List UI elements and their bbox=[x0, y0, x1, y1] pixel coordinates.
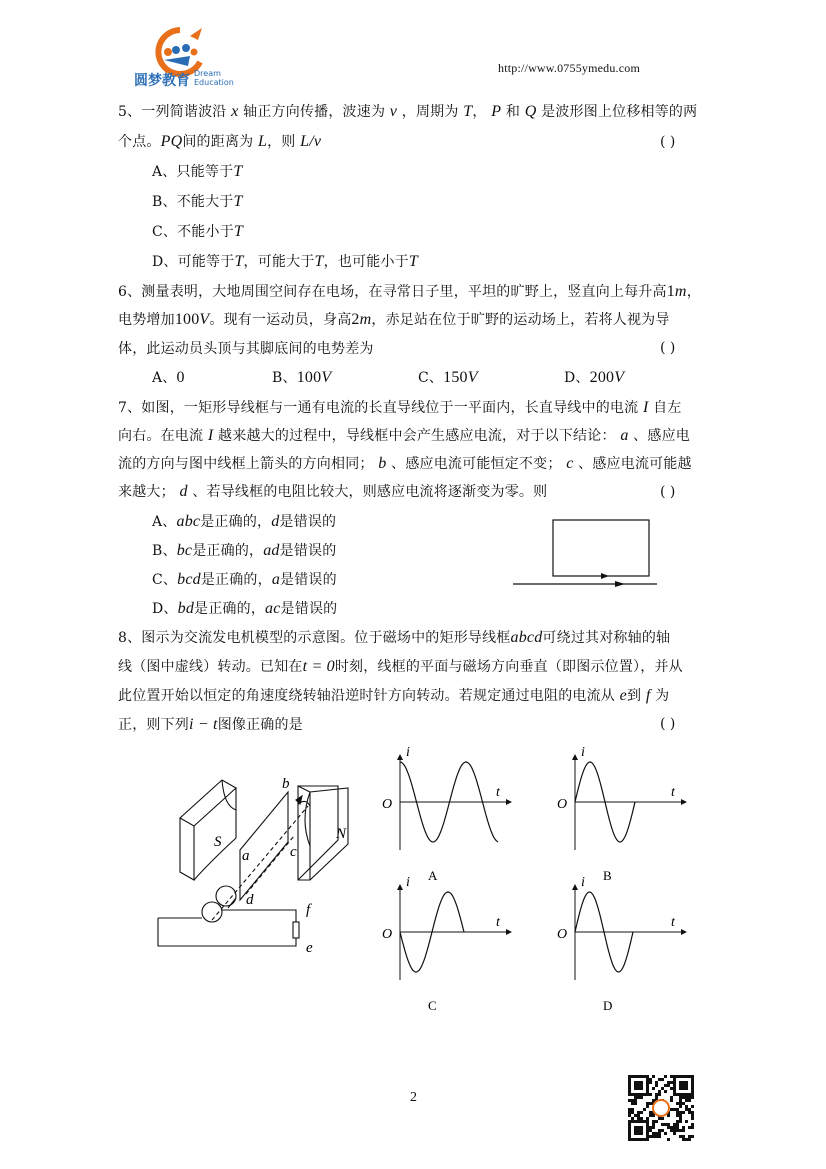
option-unit: V bbox=[614, 369, 625, 386]
q5-var-PQ: PQ bbox=[160, 133, 183, 150]
q6-unit: V bbox=[199, 311, 210, 328]
label-S: S bbox=[214, 834, 222, 850]
t-axis-arrow-icon bbox=[506, 799, 512, 805]
q6-text: 。现有一运动员，身高 bbox=[209, 312, 352, 328]
it-graph-d[interactable] bbox=[545, 875, 705, 1013]
q7-text: 来越大； bbox=[118, 484, 175, 500]
q5-var-Lv: L/v bbox=[300, 133, 322, 150]
axis-label-t: t bbox=[496, 915, 500, 930]
q8-var: t = 0 bbox=[302, 658, 335, 675]
label-b: b bbox=[282, 776, 290, 792]
q7-var: d bbox=[179, 483, 188, 500]
q5-text: 和 bbox=[505, 104, 521, 120]
logo-sub2: Education bbox=[194, 78, 234, 87]
q6-option-b[interactable] bbox=[272, 368, 331, 388]
i-axis-arrow-icon bbox=[397, 754, 403, 760]
q8-var: abcd bbox=[510, 629, 543, 646]
option-var: abc bbox=[176, 513, 201, 530]
q6-line2 bbox=[118, 310, 670, 330]
origin-label: O bbox=[557, 797, 568, 812]
q6-unit: m bbox=[359, 311, 372, 328]
q5-var-Q: Q bbox=[524, 103, 537, 120]
label-f: f bbox=[306, 902, 311, 918]
label-e: e bbox=[306, 940, 313, 956]
q7-text: 自左 bbox=[653, 400, 682, 416]
q8-line3 bbox=[118, 686, 669, 706]
q6-option-c[interactable] bbox=[418, 368, 478, 388]
q7-line2 bbox=[118, 426, 690, 446]
it-graph-b[interactable] bbox=[545, 745, 705, 883]
option-text: A、 bbox=[152, 370, 177, 386]
q5-var-x: x bbox=[231, 103, 239, 120]
option-text: D、可能等于 bbox=[152, 254, 235, 270]
axis-label-t: t bbox=[671, 915, 675, 930]
q7-text: 越来越大的过程中，导线框中会产生感应电流，对于以下结论： bbox=[218, 428, 616, 444]
q5-option-d[interactable] bbox=[152, 252, 418, 272]
q8-line4 bbox=[118, 715, 303, 735]
q8-text: 可绕过其对称轴的轴 bbox=[542, 630, 671, 646]
q5-text: 间的距离为 bbox=[182, 134, 254, 150]
logo-sub1: Dream bbox=[194, 69, 221, 78]
option-text: 是正确的， bbox=[194, 601, 266, 617]
q7-var: I bbox=[207, 427, 214, 444]
q7-text: 、若导线框的电阻比较大，则感应电流将逐渐变为零。则 bbox=[192, 484, 548, 500]
t-axis-arrow-icon bbox=[681, 799, 687, 805]
label-c: c bbox=[290, 844, 297, 860]
q7-var: I bbox=[642, 399, 649, 416]
page-number: 2 bbox=[410, 1090, 418, 1105]
q6-num: 2 bbox=[351, 311, 360, 328]
option-value: 0 bbox=[176, 369, 185, 386]
option-text: 是正确的， bbox=[200, 572, 272, 588]
option-var: ac bbox=[265, 600, 281, 617]
q5-text: 5、一列简谐波沿 bbox=[118, 104, 227, 120]
label-d: d bbox=[246, 892, 254, 908]
option-text: ，可能大于 bbox=[243, 254, 315, 270]
axis-label-i: i bbox=[406, 745, 410, 760]
q6-unit: m bbox=[674, 283, 687, 300]
answer-paren[interactable]: ( ) bbox=[660, 484, 676, 500]
q6-text: 6、测量表明，大地周围空间存在电场，在寻常日子里，平坦的旷野上，竖直向上每升高 bbox=[118, 284, 667, 300]
q6-line1 bbox=[118, 282, 701, 302]
q7-var: a bbox=[620, 427, 629, 444]
option-var: T bbox=[314, 253, 324, 270]
it-graph-c[interactable] bbox=[370, 875, 530, 1013]
q8-text: 正，则下列 bbox=[118, 717, 189, 733]
option-text: B、不能大于 bbox=[152, 194, 234, 210]
option-text: 是正确的， bbox=[200, 514, 272, 530]
t-axis-arrow-icon bbox=[681, 929, 687, 935]
option-value: 200 bbox=[589, 369, 615, 386]
qr-code-icon[interactable] bbox=[628, 1075, 694, 1141]
option-unit: V bbox=[321, 369, 332, 386]
label-N: N bbox=[336, 826, 347, 842]
label-a: a bbox=[242, 848, 250, 864]
option-var: T bbox=[233, 223, 244, 240]
q6-num: 1 bbox=[666, 283, 675, 300]
i-axis-arrow-icon bbox=[397, 884, 403, 890]
q6-option-a[interactable] bbox=[152, 368, 185, 388]
q5-text: 是波形图上位移相等的两 bbox=[541, 104, 698, 120]
q8-var: e bbox=[619, 687, 627, 704]
q7-line1 bbox=[118, 398, 682, 418]
option-var: bc bbox=[176, 542, 193, 559]
axis-label-t: t bbox=[671, 785, 675, 800]
option-text: A、 bbox=[152, 514, 177, 530]
q7-option-b[interactable] bbox=[152, 541, 336, 561]
axis-label-i: i bbox=[581, 745, 585, 760]
q7-text: 、感应电流可能越 bbox=[578, 456, 692, 472]
q8-text: 图像正确的是 bbox=[217, 717, 303, 733]
option-text: A、只能等于 bbox=[152, 164, 234, 180]
q5-option-c[interactable] bbox=[152, 222, 243, 242]
rotation-arrow-icon bbox=[296, 796, 302, 804]
option-text: C、不能小于 bbox=[152, 224, 234, 240]
option-text: 是正确的， bbox=[192, 543, 264, 559]
graph-letter: C bbox=[428, 998, 437, 1013]
option-text: 是错误的 bbox=[280, 572, 337, 588]
q8-line1 bbox=[118, 628, 670, 648]
magnet-s bbox=[180, 780, 236, 880]
option-text: 是错误的 bbox=[280, 601, 338, 617]
q7-text: 、感应电 bbox=[633, 428, 690, 444]
option-var: d bbox=[271, 513, 280, 530]
q5-line2 bbox=[118, 132, 321, 152]
q7-option-c[interactable] bbox=[152, 570, 337, 590]
q8-text: 到 bbox=[626, 688, 642, 704]
option-text: C、 bbox=[152, 572, 178, 588]
graph-letter: A bbox=[428, 868, 438, 883]
option-var: bd bbox=[177, 600, 195, 617]
header-url[interactable]: http://www.0755ymedu.com bbox=[498, 61, 641, 75]
q5-text: ， bbox=[472, 104, 487, 120]
origin-label: O bbox=[382, 797, 393, 812]
q6-num: 100 bbox=[174, 311, 200, 328]
q6-line3: 体，此运动员头顶与其脚底间的电势差为 bbox=[118, 341, 374, 357]
wire-arrow-icon bbox=[615, 581, 625, 587]
option-text: B、 bbox=[272, 370, 297, 386]
option-var: T bbox=[408, 253, 418, 270]
option-unit: V bbox=[467, 369, 478, 386]
logo-text: 圆梦教育 bbox=[134, 73, 190, 89]
option-var: a bbox=[271, 571, 281, 588]
q5-line1 bbox=[118, 102, 697, 122]
it-graph-a[interactable] bbox=[370, 745, 530, 883]
q7-text: 流的方向与图中线框上箭头的方向相同； bbox=[118, 456, 374, 472]
generator-figure bbox=[150, 770, 347, 960]
q5-text: 个点。 bbox=[118, 134, 161, 150]
frame-arrow-icon bbox=[601, 573, 609, 579]
axis-label-i: i bbox=[406, 875, 410, 890]
answer-paren[interactable]: ( ) bbox=[660, 716, 676, 732]
axis-label-t: t bbox=[496, 785, 500, 800]
q7-text: 7、如图，一矩形导线框与一通有电流的长直导线位于一平面内，长直导线中的电流 bbox=[118, 400, 639, 416]
option-var: bcd bbox=[177, 571, 201, 588]
option-var: ad bbox=[263, 542, 280, 559]
q7-line4 bbox=[118, 482, 547, 502]
q8-var: f bbox=[645, 687, 651, 704]
q7-option-a[interactable] bbox=[152, 512, 336, 532]
q8-text: 8、图示为交流发电机模型的示意图。位于磁场中的矩形导线框 bbox=[118, 630, 511, 646]
q6-text: 电势增加 bbox=[118, 312, 175, 328]
option-var: T bbox=[233, 193, 243, 210]
option-text: D、 bbox=[152, 601, 178, 617]
q7-option-d[interactable] bbox=[152, 599, 337, 619]
q7-figure bbox=[505, 512, 665, 598]
q8-text: 为 bbox=[655, 688, 670, 704]
option-text: ，也可能小于 bbox=[323, 254, 409, 270]
q6-text: ， bbox=[686, 284, 701, 300]
q5-text: 轴正方向传播，波速为 bbox=[243, 104, 386, 120]
axis-label-i: i bbox=[581, 875, 585, 890]
graph-letter: B bbox=[603, 868, 612, 883]
q8-var: i − t bbox=[189, 716, 218, 733]
option-text: 是错误的 bbox=[279, 514, 337, 530]
resistor bbox=[293, 922, 299, 938]
q5-option-a[interactable] bbox=[152, 162, 242, 182]
option-var: T bbox=[234, 253, 244, 270]
q8-text: 线（图中虚线）转动。已知在 bbox=[118, 659, 303, 675]
q7-text: 、感应电流可能恒定不变； bbox=[391, 456, 562, 472]
i-axis-arrow-icon bbox=[572, 754, 578, 760]
wire-frame bbox=[553, 520, 649, 576]
t-axis-arrow-icon bbox=[506, 929, 512, 935]
q5-var-P: P bbox=[491, 103, 502, 120]
i-axis-arrow-icon bbox=[572, 884, 578, 890]
external-circuit bbox=[158, 910, 299, 946]
answer-paren[interactable]: ( ) bbox=[660, 340, 676, 356]
q6-text: ，赤足站在位于旷野的运动场上，若将人视为导 bbox=[371, 312, 670, 328]
q8-text: 时刻，线框的平面与磁场方向垂直（即图示位置），并从 bbox=[334, 659, 683, 675]
option-var: T bbox=[233, 163, 243, 180]
answer-paren[interactable]: ( ) bbox=[660, 134, 676, 150]
q7-text: 向右。在电流 bbox=[118, 428, 204, 444]
q8-text: 此位置开始以恒定的角速度绕转轴沿逆时针方向转动。若规定通过电阻的电流从 bbox=[118, 688, 615, 704]
q5-var-T: T bbox=[463, 103, 473, 120]
option-value: 150 bbox=[443, 369, 468, 386]
q6-option-d[interactable] bbox=[564, 368, 624, 388]
q7-var: c bbox=[566, 455, 574, 472]
q5-var-L: L bbox=[258, 133, 268, 150]
option-value: 100 bbox=[296, 369, 322, 386]
q5-text: ，则 bbox=[267, 134, 296, 150]
option-text: B、 bbox=[152, 543, 177, 559]
option-text: C、 bbox=[418, 370, 444, 386]
origin-label: O bbox=[382, 927, 393, 942]
q8-line2 bbox=[118, 657, 683, 677]
q5-text: ，周期为 bbox=[401, 104, 459, 120]
q7-line3 bbox=[118, 454, 692, 474]
q5-var-v: v bbox=[389, 103, 398, 120]
option-text: D、 bbox=[564, 370, 590, 386]
graph-letter: D bbox=[603, 998, 613, 1013]
logo bbox=[128, 22, 238, 92]
origin-label: O bbox=[557, 927, 568, 942]
q5-option-b[interactable] bbox=[152, 192, 243, 212]
q7-var: b bbox=[378, 455, 387, 472]
option-text: 是错误的 bbox=[279, 543, 337, 559]
